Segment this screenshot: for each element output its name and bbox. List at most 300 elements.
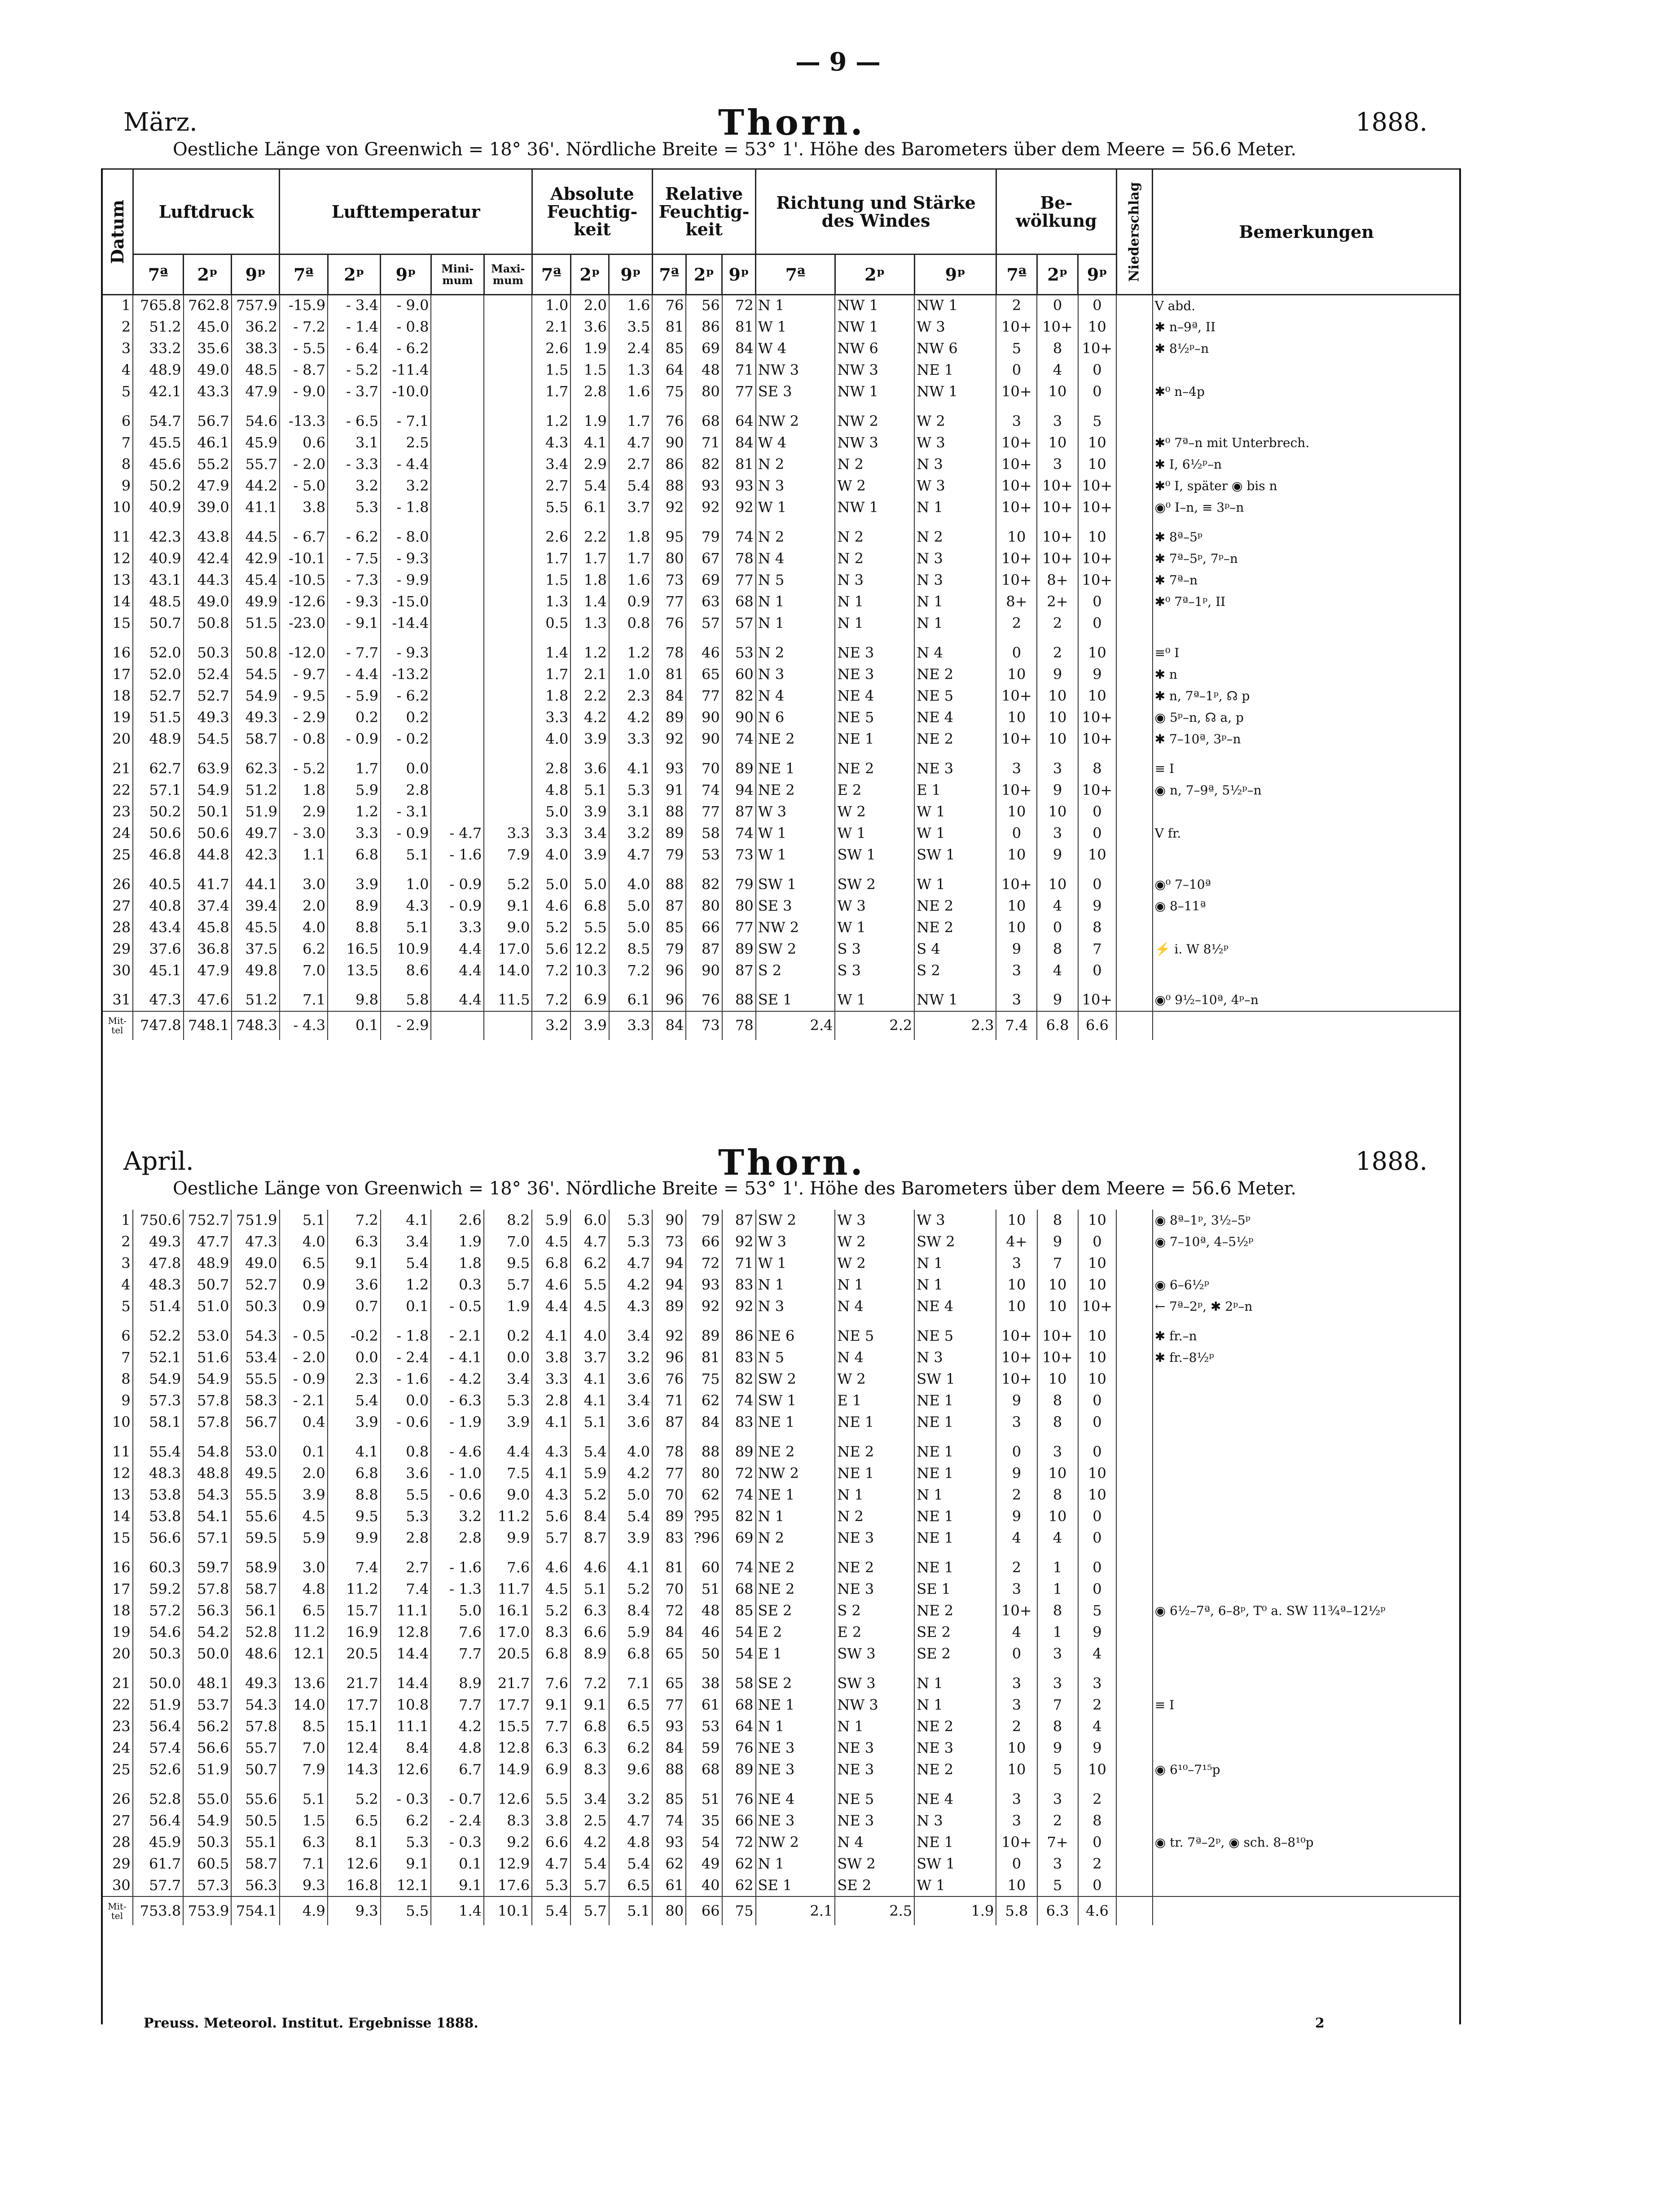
table-cell: 56.4 xyxy=(133,1810,184,1832)
table-cell: 68 xyxy=(722,1579,756,1600)
table-cell: - 6.5 xyxy=(328,411,381,432)
table-cell: W 1 xyxy=(835,823,914,844)
table-cell: 5.3 xyxy=(381,1832,431,1853)
table-cell: 2.6 xyxy=(532,338,570,360)
table-cell: 5.2 xyxy=(484,874,532,895)
table-cell: 3.9 xyxy=(328,1412,381,1433)
table-cell: 757.9 xyxy=(232,295,280,316)
table-cell: 71 xyxy=(652,1390,686,1412)
table-cell: 36.2 xyxy=(232,316,280,338)
table-cell: 44.8 xyxy=(184,844,232,866)
table-cell: 51.2 xyxy=(133,316,184,338)
table-cell: 3 xyxy=(996,1412,1037,1433)
table-cell: N 3 xyxy=(914,1347,996,1369)
table-cell: -10.1 xyxy=(280,548,328,570)
table-cell: 1.5 xyxy=(570,360,609,381)
table-cell: 0 xyxy=(1037,295,1078,316)
table-cell: 26 xyxy=(101,1789,133,1810)
table-cell: NW 6 xyxy=(835,338,914,360)
table-cell: 10 xyxy=(996,1210,1037,1231)
table-cell: 48 xyxy=(686,360,722,381)
table-cell: 10+ xyxy=(996,1600,1037,1622)
mittel-cell: - 2.9 xyxy=(381,1011,431,1040)
table-cell: 5.9 xyxy=(570,1463,609,1484)
table-cell: 58.7 xyxy=(232,729,280,750)
table-cell: - 1.0 xyxy=(431,1463,484,1484)
table-cell: 3.9 xyxy=(484,1412,532,1433)
table-cell: 49.5 xyxy=(231,1463,279,1484)
table-cell: 5.4 xyxy=(609,1853,652,1875)
table-cell: NE 5 xyxy=(835,1789,914,1810)
table-cell: 72 xyxy=(722,295,756,316)
table-cell: 0 xyxy=(1078,381,1117,403)
table-cell: 4.1 xyxy=(570,1390,609,1412)
table-cell: - 7.1 xyxy=(381,411,431,432)
table-cell: 90 xyxy=(652,432,686,454)
table-cell: 9.5 xyxy=(484,1253,532,1274)
table-cell: 9.1 xyxy=(328,1253,381,1274)
table-cell: - 7.2 xyxy=(280,316,328,338)
table-cell: NE 1 xyxy=(914,1832,996,1853)
table-cell: 10 xyxy=(996,664,1037,685)
table-cell: - 0.9 xyxy=(431,874,484,895)
table-cell: 4.0 xyxy=(609,1441,652,1463)
table-cell: 30 xyxy=(101,1875,133,1896)
table-cell: N 2 xyxy=(914,527,996,548)
table-cell: 3 xyxy=(996,1694,1037,1716)
table-cell: 10+ xyxy=(1078,1296,1117,1317)
table-cell: ≡⁰ I xyxy=(1153,642,1461,664)
table-cell: NE 4 xyxy=(756,1789,835,1810)
table-cell: 8+ xyxy=(1037,570,1078,591)
table-cell: - 6.2 xyxy=(328,527,381,548)
table-cell: 75 xyxy=(652,381,686,403)
table-cell: 86 xyxy=(686,316,722,338)
table-cell: 10 xyxy=(1078,316,1117,338)
mittel-cell: 2.4 xyxy=(756,1011,835,1040)
table-cell: SW 2 xyxy=(756,1210,835,1231)
table-cell: 85 xyxy=(652,1789,686,1810)
table-cell: 1 xyxy=(1037,1557,1078,1579)
table-cell: V fr. xyxy=(1153,823,1461,844)
table-cell: 43.3 xyxy=(184,381,232,403)
table-cell: 1 xyxy=(1037,1622,1078,1643)
table-cell: 3.3 xyxy=(484,823,532,844)
table-cell: 12.8 xyxy=(484,1738,532,1759)
table-cell: 4.3 xyxy=(532,1484,570,1506)
table-cell: - 5.9 xyxy=(328,685,381,707)
table-cell: W 2 xyxy=(835,475,914,497)
table-cell: 50.3 xyxy=(183,1832,231,1853)
table-cell: 55.7 xyxy=(231,1738,279,1759)
table-cell: 9.6 xyxy=(609,1759,652,1781)
table-cell: 3.2 xyxy=(609,823,652,844)
table-cell: 58.3 xyxy=(231,1390,279,1412)
mittel-label: Mit- tel xyxy=(101,1896,133,1925)
table-cell: 38 xyxy=(686,1673,722,1694)
table-cell: 58.1 xyxy=(133,1412,184,1433)
table-cell: 56.7 xyxy=(231,1412,279,1433)
table-cell: 48.9 xyxy=(133,360,184,381)
table-cell: 1.0 xyxy=(532,295,570,316)
table-cell: 10 xyxy=(1037,729,1078,750)
table-cell: 92 xyxy=(652,729,686,750)
table-cell: NE 4 xyxy=(914,1296,996,1317)
table-cell: - 9.0 xyxy=(280,381,328,403)
table-cell: 10 xyxy=(996,707,1037,729)
table-cell: S 4 xyxy=(914,939,996,960)
table-cell: NE 5 xyxy=(914,1325,996,1347)
table-cell: 3 xyxy=(996,1253,1037,1274)
table-cell: 14.3 xyxy=(328,1759,381,1781)
table-cell: 9 xyxy=(1078,1622,1117,1643)
table-cell: 80 xyxy=(722,895,756,917)
table-cell: 23 xyxy=(101,1716,133,1738)
table-cell: NE 5 xyxy=(914,685,996,707)
table-cell: 83 xyxy=(722,1347,756,1369)
table-cell: 2 xyxy=(1078,1789,1117,1810)
table-cell: 12.2 xyxy=(570,939,609,960)
table-cell: N 3 xyxy=(914,548,996,570)
table-cell: 10 xyxy=(996,1759,1037,1781)
table-cell: 7.2 xyxy=(532,990,570,1011)
table-cell: 10 xyxy=(996,1296,1037,1317)
table-cell: 93 xyxy=(722,475,756,497)
table-cell: 0.0 xyxy=(381,1390,431,1412)
table-cell: NE 6 xyxy=(756,1325,835,1347)
table-cell: 16.1 xyxy=(484,1600,532,1622)
col-niederschlag: Niederschlag xyxy=(1116,169,1152,295)
table-cell: NE 1 xyxy=(914,1412,996,1433)
table-cell: 93 xyxy=(686,1274,722,1296)
table-cell: 62.3 xyxy=(232,758,280,780)
table-cell: 10 xyxy=(1078,527,1117,548)
table-cell: 72 xyxy=(686,1253,722,1274)
table-cell: W 1 xyxy=(756,823,835,844)
table-cell: 5 xyxy=(1037,1875,1078,1896)
table-cell: N 4 xyxy=(756,548,835,570)
table-cell: 10 xyxy=(1037,707,1078,729)
table-cell: NE 2 xyxy=(914,895,996,917)
table-cell: 42.3 xyxy=(232,844,280,866)
table-cell: 5.2 xyxy=(570,1484,609,1506)
table-cell: ◉ 7–10ª, 4–5½ᵖ xyxy=(1153,1231,1461,1253)
table-cell: 41.1 xyxy=(232,497,280,518)
table-cell: N 1 xyxy=(835,1716,914,1738)
table-cell: 10 xyxy=(1037,381,1078,403)
table-cell: 9.5 xyxy=(328,1506,381,1527)
table-cell: 7.1 xyxy=(280,1853,328,1875)
table-cell: 762.8 xyxy=(184,295,232,316)
table-cell: 8.2 xyxy=(484,1210,532,1231)
table-cell: 54.9 xyxy=(133,1369,184,1390)
table-cell: 6.8 xyxy=(328,844,381,866)
table-cell: NE 1 xyxy=(756,758,835,780)
table-cell: 8 xyxy=(1078,917,1117,939)
table-cell: ← 7ª–2ᵖ, ✱ 2ᵖ–n xyxy=(1153,1296,1461,1317)
mittel-cell: 3.9 xyxy=(570,1011,609,1040)
table-cell: 69 xyxy=(686,570,722,591)
mittel-cell: 1.4 xyxy=(431,1896,484,1925)
mittel-cell: 66 xyxy=(686,1896,722,1925)
table-cell: 1.2 xyxy=(532,411,570,432)
table-cell: 8 xyxy=(102,454,133,475)
table-cell: 85 xyxy=(722,1600,756,1622)
col-bemerkungen: Bemerkungen xyxy=(1153,169,1461,295)
table-cell: N 2 xyxy=(835,1506,914,1527)
mittel-cell: 5.5 xyxy=(381,1896,431,1925)
table-cell: 6.7 xyxy=(431,1759,484,1781)
table-cell: 10 xyxy=(996,917,1037,939)
table-cell: - 1.8 xyxy=(381,497,431,518)
table-cell: W 3 xyxy=(835,895,914,917)
table-cell: ?96 xyxy=(686,1527,722,1549)
table-cell: ◉⁰ I–n, ≡ 3ᵖ–n xyxy=(1153,497,1461,518)
table-cell: ◉ 6½–7ª, 6–8ᵖ, T⁰ a. SW 11¾ª–12½ᵖ xyxy=(1153,1600,1461,1622)
table-cell: 3.2 xyxy=(381,475,431,497)
table-cell: 57.4 xyxy=(133,1738,184,1759)
table-cell: 9 xyxy=(1037,780,1078,801)
table-cell: 83 xyxy=(722,1412,756,1433)
table-cell: SE 1 xyxy=(756,990,835,1011)
table-cell: 3 xyxy=(996,960,1037,982)
table-cell: 1.7 xyxy=(570,548,609,570)
table-cell: 6.5 xyxy=(328,1810,381,1832)
table-cell: 0 xyxy=(1078,1441,1117,1463)
table-cell: 6.8 xyxy=(570,895,609,917)
table-cell: 57 xyxy=(686,613,722,634)
table-cell: 72 xyxy=(722,1832,756,1853)
table-cell: NE 5 xyxy=(835,1325,914,1347)
table-cell: 4.5 xyxy=(280,1506,328,1527)
table-cell: 0 xyxy=(1078,1390,1117,1412)
table-cell: 10+ xyxy=(996,316,1037,338)
table-cell: 3.7 xyxy=(570,1347,609,1369)
table-cell: ✱ 8ª–5ᵖ xyxy=(1153,527,1461,548)
table-cell: 65 xyxy=(686,664,722,685)
table-cell: 3.0 xyxy=(280,1557,328,1579)
table-cell: 47.6 xyxy=(184,990,232,1011)
table-cell: 50.5 xyxy=(231,1810,279,1832)
table-cell: 73 xyxy=(722,844,756,866)
table-cell: 8.6 xyxy=(381,960,431,982)
table-cell: 9.0 xyxy=(484,917,532,939)
table-cell: 38.3 xyxy=(232,338,280,360)
table-cell: 77 xyxy=(722,917,756,939)
mittel-cell: 754.1 xyxy=(231,1896,279,1925)
table-cell: - 2.4 xyxy=(431,1810,484,1832)
table-cell: NE 1 xyxy=(914,1441,996,1463)
table-cell: 84 xyxy=(652,685,686,707)
mittel-cell: 78 xyxy=(722,1011,756,1040)
table-cell: 0.7 xyxy=(328,1296,381,1317)
col-abs-feucht: Absolute Feuchtig- keit xyxy=(532,169,652,255)
table-cell: 8.5 xyxy=(609,939,652,960)
table-cell: N 3 xyxy=(914,454,996,475)
table-cell: 7.0 xyxy=(484,1231,532,1253)
table-cell: 5.1 xyxy=(570,780,609,801)
table-cell: W 1 xyxy=(756,1253,835,1274)
table-cell: 86 xyxy=(652,454,686,475)
table-cell: 5.3 xyxy=(609,780,652,801)
table-cell: NE 1 xyxy=(835,1412,914,1433)
table-cell: 76 xyxy=(722,1789,756,1810)
table-cell: 27 xyxy=(102,895,133,917)
table-cell: 15.7 xyxy=(328,1600,381,1622)
table-cell: 19 xyxy=(101,1622,133,1643)
table-cell: 54.9 xyxy=(232,685,280,707)
table-cell: 6.8 xyxy=(532,1643,570,1665)
table-cell: 74 xyxy=(722,527,756,548)
table-cell: 1.6 xyxy=(609,295,652,316)
table-cell: SE 2 xyxy=(835,1875,914,1896)
table-cell: 0 xyxy=(996,1643,1037,1665)
table-cell: 79 xyxy=(686,527,722,548)
table-cell: 84 xyxy=(652,1738,686,1759)
footer-right: 2 xyxy=(1315,2015,1325,2031)
table-cell: W 2 xyxy=(835,1369,914,1390)
mittel-cell: 747.8 xyxy=(133,1011,184,1040)
table-cell: ✱ n xyxy=(1153,664,1461,685)
table-cell: 2.7 xyxy=(532,475,570,497)
table-cell: 10 xyxy=(1078,454,1117,475)
table-cell: 92 xyxy=(722,497,756,518)
col-rel-feucht: Relative Feuchtig- keit xyxy=(652,169,755,255)
table-cell: W 1 xyxy=(756,316,835,338)
table-cell: 72 xyxy=(722,1463,756,1484)
table-cell: 51.9 xyxy=(183,1759,231,1781)
table-cell: 16.5 xyxy=(328,939,381,960)
table-cell: 5.4 xyxy=(570,475,609,497)
table-cell: 4.1 xyxy=(532,1463,570,1484)
table-cell: 1.8 xyxy=(609,527,652,548)
table-cell: 4.0 xyxy=(532,844,570,866)
table-cell: 82 xyxy=(722,1506,756,1527)
table-cell: SW 2 xyxy=(914,1231,996,1253)
table-cell: - 3.0 xyxy=(280,823,328,844)
table-cell: 10 xyxy=(1078,1274,1117,1296)
table-cell: N 1 xyxy=(756,295,835,316)
table-cell: - 2.4 xyxy=(381,1347,431,1369)
table-cell: 8 xyxy=(1037,338,1078,360)
table-cell: 5.5 xyxy=(532,1789,570,1810)
table-cell: 3.6 xyxy=(381,1463,431,1484)
table-cell: NW 2 xyxy=(835,411,914,432)
table-cell: 10 xyxy=(1078,1253,1117,1274)
table-cell: -10.0 xyxy=(381,381,431,403)
table-cell: 10+ xyxy=(996,1347,1037,1369)
table-cell: 16.8 xyxy=(328,1875,381,1896)
table-cell: 87 xyxy=(652,895,686,917)
table-cell: 4.4 xyxy=(532,1296,570,1317)
table-cell: N 2 xyxy=(756,642,835,664)
table-cell: 8.9 xyxy=(570,1643,609,1665)
table-cell: 2.0 xyxy=(280,1463,328,1484)
table-cell: 5.1 xyxy=(570,1579,609,1600)
table-cell: W 3 xyxy=(914,316,996,338)
table-cell: 5 xyxy=(1078,411,1117,432)
table-cell: 10 xyxy=(1037,432,1078,454)
table-cell: 8 xyxy=(101,1369,133,1390)
table-cell: 3 xyxy=(996,758,1037,780)
table-cell: 10+ xyxy=(996,570,1037,591)
table-cell: ✱⁰ 7ª–n mit Unterbrech. xyxy=(1153,432,1461,454)
table-cell: - 4.1 xyxy=(431,1347,484,1369)
table-cell: 5.3 xyxy=(484,1390,532,1412)
table-cell: 6.8 xyxy=(609,1643,652,1665)
table-cell: SW 2 xyxy=(756,939,835,960)
table-cell: 10 xyxy=(1078,1759,1117,1781)
table-cell: ≡ I xyxy=(1153,758,1461,780)
table-cell: 49.8 xyxy=(232,960,280,982)
table-cell: 66 xyxy=(686,917,722,939)
table-cell: 69 xyxy=(722,1527,756,1549)
table-cell: 6.3 xyxy=(532,1738,570,1759)
table-cell: - 4.4 xyxy=(381,454,431,475)
table-cell: 8.3 xyxy=(532,1622,570,1643)
mittel-cell: 80 xyxy=(652,1896,686,1925)
table-cell: 3 xyxy=(996,1810,1037,1832)
table-cell: 20 xyxy=(102,729,133,750)
table-cell: 45.9 xyxy=(232,432,280,454)
table-cell: SE 3 xyxy=(756,895,835,917)
table-cell: 5.4 xyxy=(570,1853,609,1875)
table-cell: 2.2 xyxy=(570,685,609,707)
table-cell: 10 xyxy=(1037,1274,1078,1296)
table-cell: 10+ xyxy=(1078,570,1117,591)
table-cell: 6.9 xyxy=(532,1759,570,1781)
table-cell: 46.1 xyxy=(184,432,232,454)
table-cell: - 0.6 xyxy=(431,1484,484,1506)
table-cell: 10 xyxy=(1078,1369,1117,1390)
table-cell: 0 xyxy=(1078,960,1117,982)
table-cell: 57.1 xyxy=(183,1527,231,1549)
table-cell: ✱ 7ª–n xyxy=(1153,570,1461,591)
table-cell: 50.3 xyxy=(133,1643,184,1665)
table-cell: 3 xyxy=(996,1789,1037,1810)
table-cell: N 5 xyxy=(756,1347,835,1369)
table-cell: 9.8 xyxy=(328,990,381,1011)
table-cell: 3.0 xyxy=(280,874,328,895)
table-cell: 83 xyxy=(722,1274,756,1296)
table-cell: 82 xyxy=(722,1369,756,1390)
table-cell: 3.4 xyxy=(609,1325,652,1347)
table-cell: - 9.3 xyxy=(381,548,431,570)
table-cell: 76 xyxy=(722,1738,756,1759)
table-cell: 1.4 xyxy=(532,642,570,664)
table-cell: 10+ xyxy=(996,1369,1037,1390)
table-cell: 50.0 xyxy=(133,1673,184,1694)
table-cell: 0 xyxy=(1078,823,1117,844)
table-cell: 18 xyxy=(102,685,133,707)
table-cell: 0.4 xyxy=(280,1412,328,1433)
table-cell: 10+ xyxy=(996,780,1037,801)
table-cell: 3.3 xyxy=(532,1369,570,1390)
table-cell: SE 2 xyxy=(756,1673,835,1694)
table-cell: 77 xyxy=(722,570,756,591)
table-cell: W 3 xyxy=(756,1231,835,1253)
table-cell: 62 xyxy=(652,1853,686,1875)
table-cell: 87 xyxy=(722,1210,756,1231)
table-cell: NE 4 xyxy=(835,685,914,707)
table-cell: 50.6 xyxy=(184,823,232,844)
table-cell: 2.3 xyxy=(609,685,652,707)
col-t7: 7ª xyxy=(756,255,835,295)
table-cell: 53 xyxy=(686,1716,722,1738)
table-cell: - 4.4 xyxy=(328,664,381,685)
table-cell: - 9.5 xyxy=(280,685,328,707)
table-cell: 11.2 xyxy=(280,1622,328,1643)
